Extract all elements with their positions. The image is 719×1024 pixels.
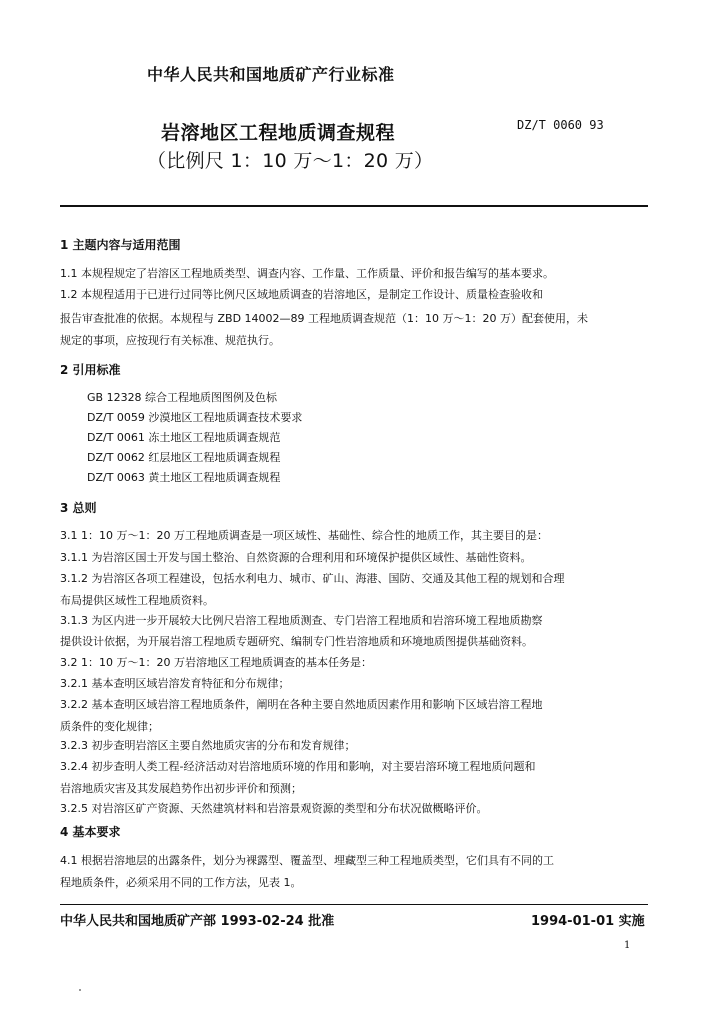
clause-3-1: 3.1 1：10 万～1：20 万工程地质调查是一项区域性、基础性、综合性的地质工作，其主要目的是： [60,529,548,542]
reference-standard: DZ/T 0059 沙漠地区工程地质调查技术要求 [87,411,303,424]
section-1-heading: 1 主题内容与适用范围 [60,238,181,252]
scan-speck [79,989,81,991]
clause-3-1-3: 3.1.3 为区内进一步开展较大比例尺岩溶工程地质测查、专门岩溶工程地质和岩溶环境工程地质勘察 [60,614,543,627]
clause-3-2-2-continuation: 质条件的变化规律； [60,720,159,733]
standard-code: DZ/T 0060 93 [517,118,604,132]
clause-1-2: 1.2 本规程适用于已进行过同等比例尺区域地质调查的岩溶地区，是制定工作设计、质量检查验收和 [60,288,543,301]
section-3-heading: 3 总则 [60,501,97,515]
approval-line: 中华人民共和国地质矿产部 1993-02-24 批准 [60,914,335,929]
header-divider [60,205,648,207]
section-2-heading: 2 引用标准 [60,363,121,377]
clause-4-1: 4.1 根据岩溶地层的出露条件，划分为裸露型、覆盖型、埋藏型三种工程地质类型，它们具有不同的工 [60,854,554,867]
footer-divider [60,904,648,905]
clause-1-2-continuation: 规定的事项，应按现行有关标准、规范执行。 [60,334,280,347]
page-number: 1 [624,940,631,951]
clause-3-1-1: 3.1.1 为岩溶区国土开发与国土整治、自然资源的合理利用和环境保护提供区域性、基础性资料。 [60,551,532,564]
clause-3-2-5: 3.2.5 对岩溶区矿产资源、天然建筑材料和岩溶景观资源的类型和分布状况做概略评价。 [60,802,488,815]
section-4-heading: 4 基本要求 [60,825,121,839]
clause-3-2-3: 3.2.3 初步查明岩溶区主要自然地质灾害的分布和发育规律； [60,739,356,752]
clause-3-2: 3.2 1：10 万～1：20 万岩溶地区工程地质调查的基本任务是： [60,656,372,669]
clause-1-1: 1.1 本规程规定了岩溶区工程地质类型、调查内容、工作量、工作质量、评价和报告编写的基本要求。 [60,267,554,280]
clause-4-1-continuation: 程地质条件，必须采用不同的工作方法，见表 1。 [60,876,302,889]
clause-3-2-4-continuation: 岩溶地质灾害及其发展趋势作出初步评价和预测； [60,782,302,795]
reference-standard: DZ/T 0062 红层地区工程地质调查规程 [87,451,281,464]
effective-date: 1994-01-01 实施 [531,914,645,929]
clause-3-1-2: 3.1.2 为岩溶区各项工程建设，包括水利电力、城市、矿山、海港、国防、交通及其他工程的规划和合理 [60,572,565,585]
document-title: 岩溶地区工程地质调查规程 [161,122,396,144]
clause-3-1-3-continuation: 提供设计依据，为开展岩溶工程地质专题研究、编制专门性岩溶地质和环境地质图提供基础资料。 [60,635,533,648]
clause-3-2-4: 3.2.4 初步查明人类工程-经济活动对岩溶地质环境的作用和影响，对主要岩溶环境工程地质问题和 [60,760,536,773]
reference-standard: GB 12328 综合工程地质图图例及色标 [87,391,278,404]
industry-standard-heading: 中华人民共和国地质矿产行业标准 [147,65,395,84]
reference-standard: DZ/T 0063 黄土地区工程地质调查规程 [87,471,281,484]
document-subtitle: （比例尺 1：10 万～1：20 万） [147,150,434,172]
clause-3-1-2-continuation: 布局提供区域性工程地质资料。 [60,594,214,607]
clause-3-2-1: 3.2.1 基本查明区域岩溶发育特征和分布规律； [60,677,290,690]
reference-standard: DZ/T 0061 冻土地区工程地质调查规范 [87,431,281,444]
clause-1-2-continuation: 报告审查批准的依据。本规程与 ZBD 14002—89 工程地质调查规范（1：10 万～1：20 万）配套使用，未 [60,312,589,325]
clause-3-2-2: 3.2.2 基本查明区域岩溶工程地质条件，阐明在各种主要自然地质因素作用和影响下区域岩溶工程地 [60,698,543,711]
